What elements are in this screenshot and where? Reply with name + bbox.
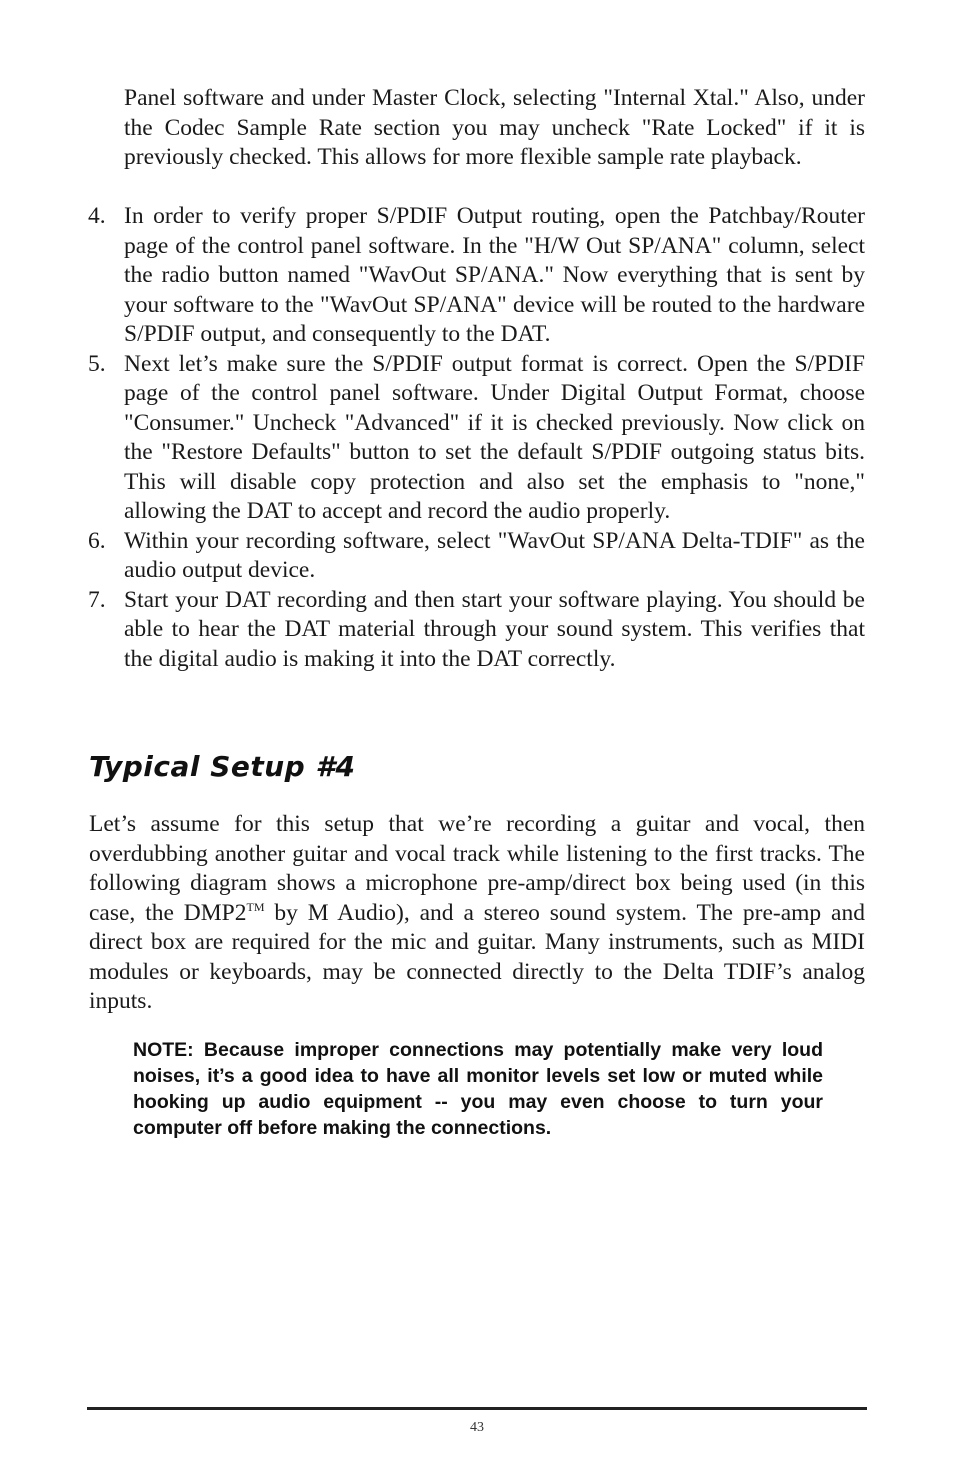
intro-text-part-1: Let’s assume for this setup that we’re recording a guitar and vocal, then overdubbing another guitar and vocal track while listening to the first tracks. The following diagram shows a microphone pre-amp/direct box being used (in this case, the DMP2 (89, 811, 865, 926)
section-heading: Typical Setup #4 (89, 750, 356, 783)
step-text: Start your DAT recording and then start your software playing. You should be able to hear the DAT material through your sound system. This verifies that the digital audio is making it into the DAT correctly. (124, 586, 865, 672)
setup-steps-list (88, 202, 865, 674)
intro-paragraph (89, 810, 865, 1017)
list-item (88, 350, 865, 527)
list-item (88, 586, 865, 675)
step-text: Within your recording software, select "WavOut SP/ANA Delta-TDIF" as the audio output device. (124, 527, 865, 583)
page-number: 43 (470, 1420, 484, 1435)
step-number: 7. (88, 586, 106, 613)
list-item (88, 527, 865, 586)
trademark-mark: TM (246, 899, 265, 914)
footer-divider (87, 1407, 867, 1410)
list-item (88, 202, 865, 350)
step-text: Next let’s make sure the S/PDIF output format is correct. Open the S/PDIF page of the control panel software. Under Digital Output Format, choose "Consumer." Uncheck "Advanced" if it is checked previously. Now click on the "Restore Defaults" button to set the default S/PDIF outgoing status bits. This will disable copy protection and also set the emphasis to "none," allowing the DAT to accept and record the audio properly. (124, 350, 865, 524)
safety-note: NOTE: Because improper connections may potentially make very loud noises, it’s a good idea to have all monitor levels set low or muted while hooking up audio equipment -- you may even choose to turn your computer off before making the connections. (133, 1039, 823, 1139)
intro-text-part-2: by M Audio), and a stereo sound system. The pre-amp and direct box are required for the mic and guitar. Many instruments, such as MIDI modules or keyboards, may be connected directly to the Delta TDIF’s analog inputs. (89, 899, 865, 1014)
step-3-continuation: Panel software and under Master Clock, selecting "Internal Xtal." Also, under the Codec Sample Rate section you may uncheck "Rate Locked" if it is previously checked. This allows for more flexible sample rate playback. (124, 85, 865, 170)
step-number: 5. (88, 350, 106, 377)
step-text: In order to verify proper S/PDIF Output routing, open the Patchbay/Router page of the control panel software. In the "H/W Out SP/ANA" column, select the radio button named "WavOut SP/ANA." Now everything that is sent by your software to the "WavOut SP/ANA" device will be routed to the hardware S/PDIF output, and consequently to the DAT. (124, 203, 865, 347)
step-number: 4. (88, 203, 106, 229)
step-number: 6. (88, 527, 106, 554)
